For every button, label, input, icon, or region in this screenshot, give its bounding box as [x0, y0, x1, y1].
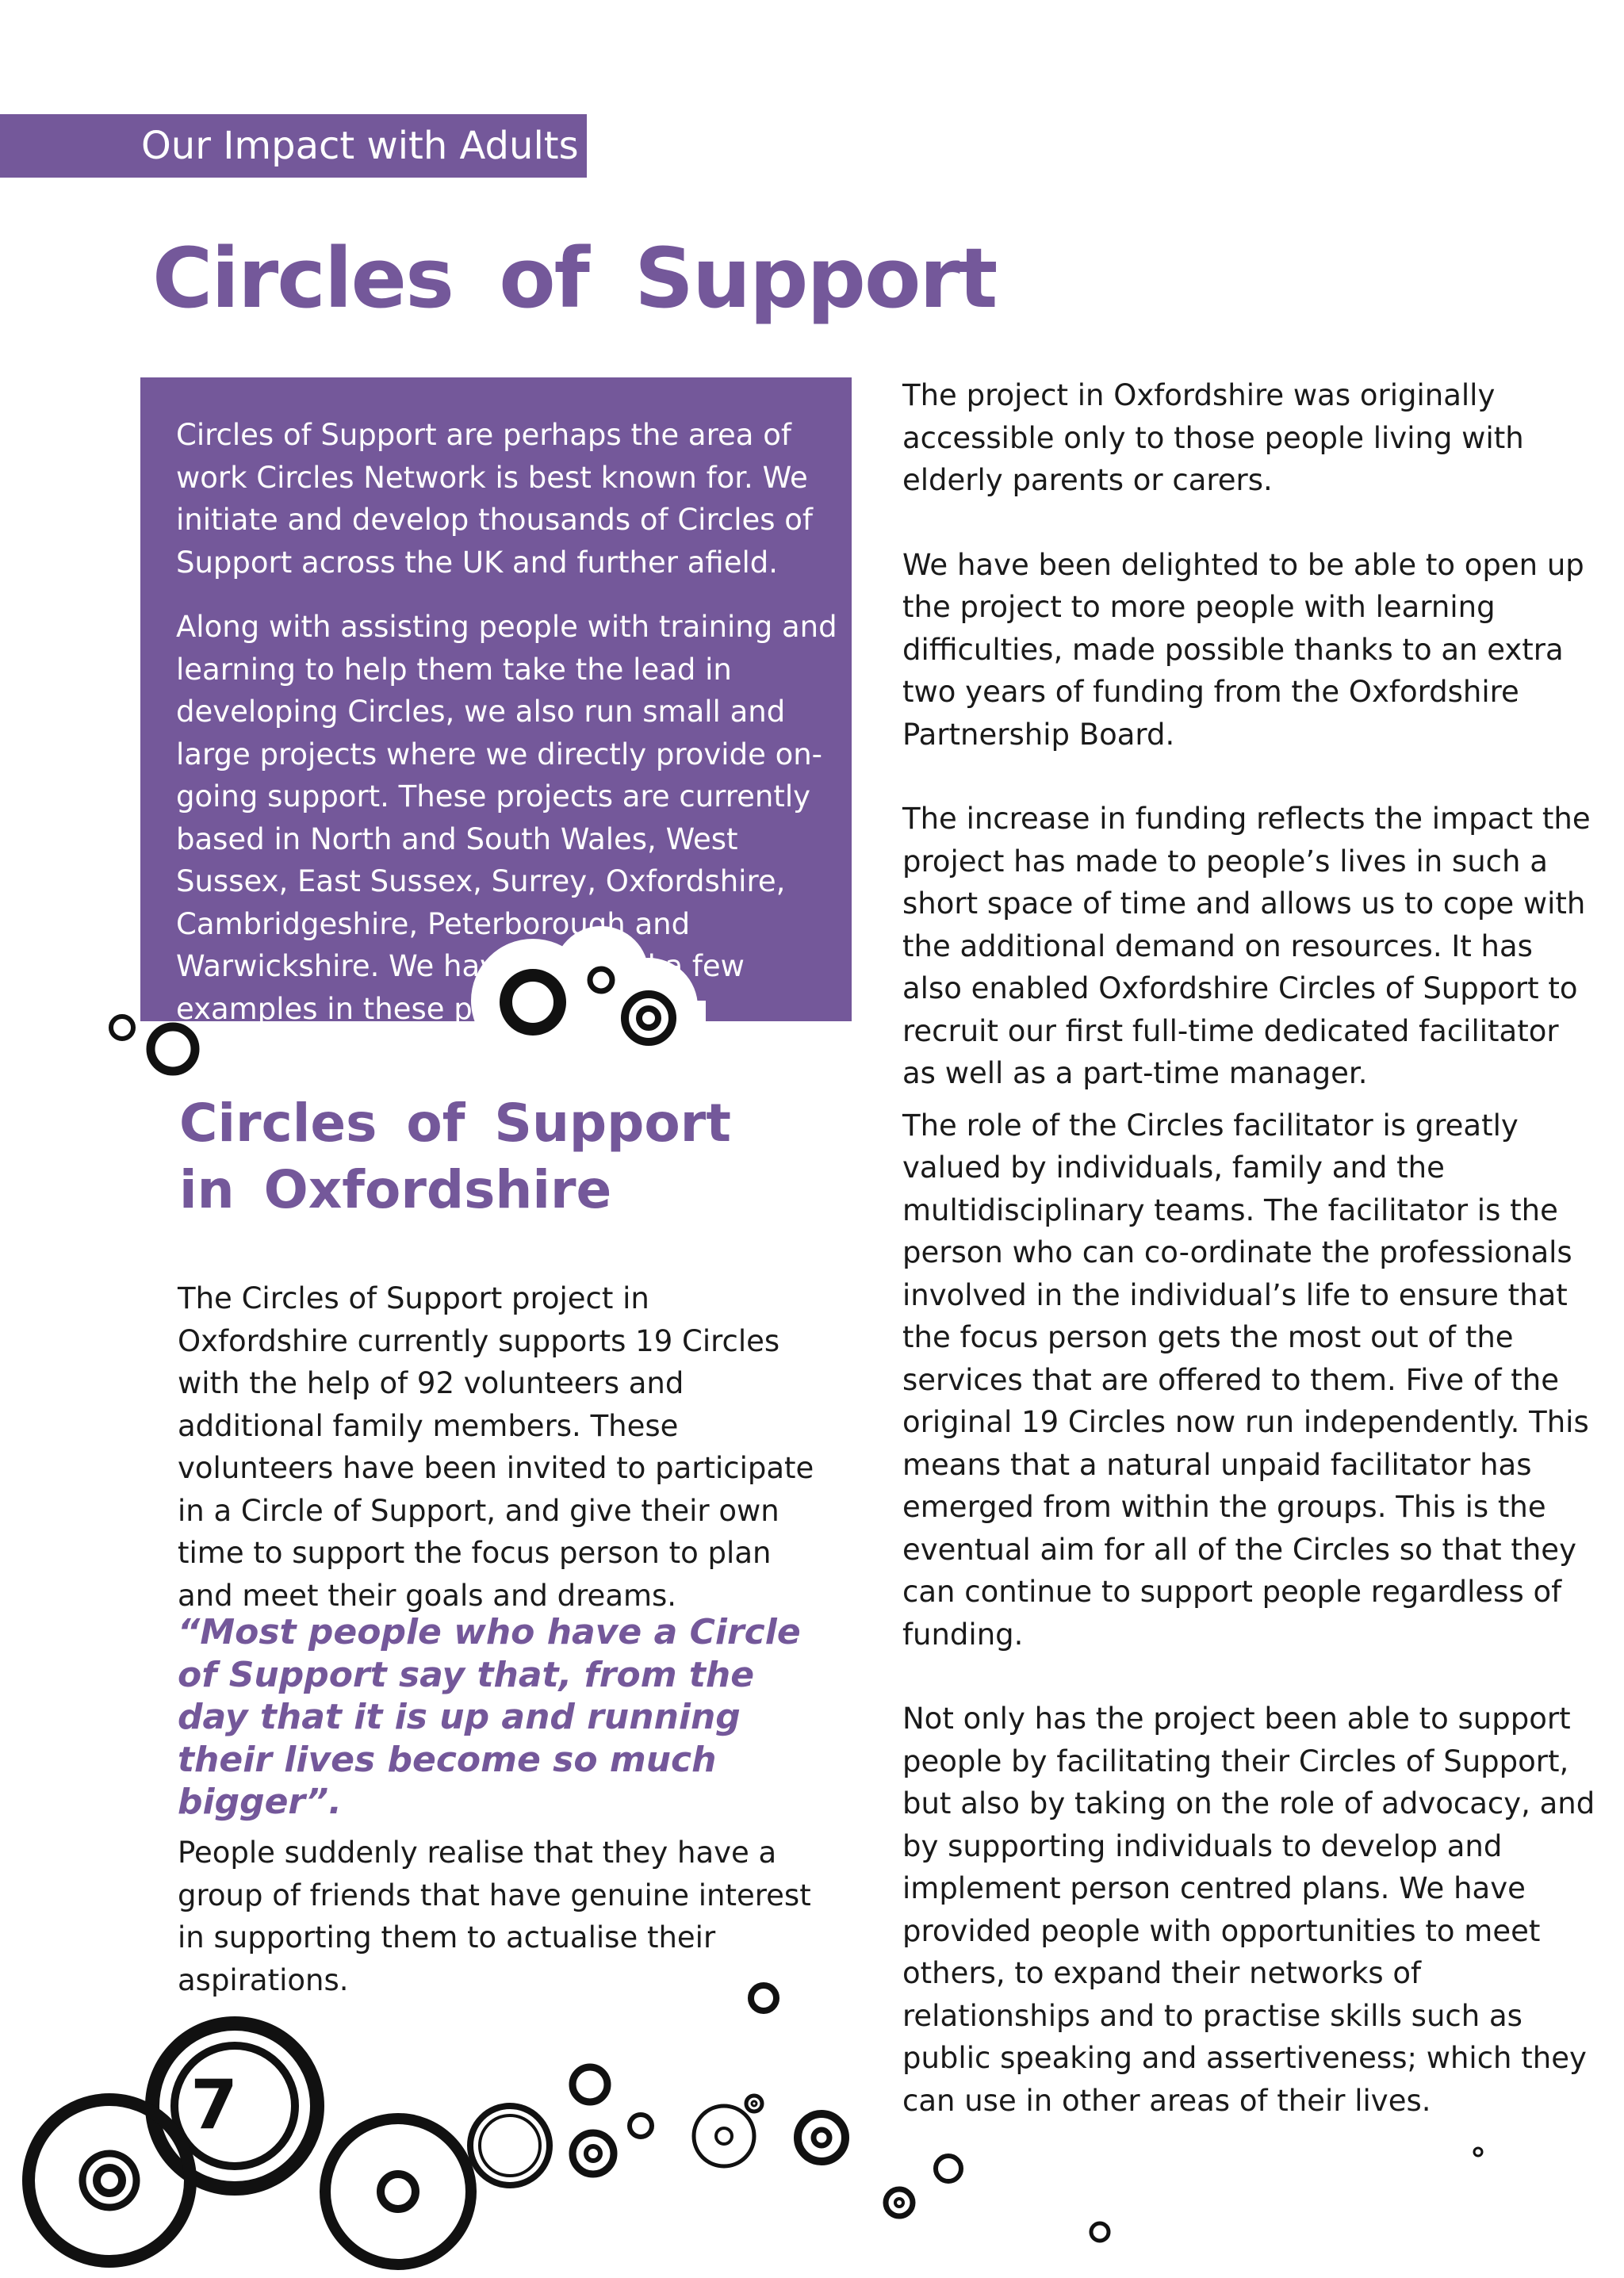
- ring-icon: [111, 1016, 133, 1039]
- ring-icon: [751, 1985, 776, 2011]
- ring-icon: [82, 2154, 136, 2207]
- ring-icon: [573, 2133, 614, 2174]
- ring-icon: [325, 2119, 471, 2265]
- subtitle-line: in Oxfordshire: [179, 1159, 612, 1220]
- ring-icon: [936, 2156, 961, 2181]
- body-paragraph: People suddenly realise that they have a group of friends that have genuine interest in supporting them to actualise their aspirations.: [178, 1836, 811, 1997]
- body-paragraph: The Circles of Support project in Oxfordshire currently supports 19 Circles with the help of 92 volunteers and additional family members. These volunteers have been invited to participate in a Circle of Support, and give their own time to support the focus person to plan and meet their goals and dreams.: [178, 1281, 814, 1613]
- ring-icon: [639, 1009, 658, 1028]
- intro-paragraph: Circles of Support are perhaps the area of work Circles Network is best known for. We initiate and develop thousands of Circles of Support across the UK and further afield.: [176, 418, 813, 580]
- ring-icon: [814, 2130, 829, 2146]
- ring-icon: [625, 994, 672, 1042]
- intro-paragraph: Along with assisting people with training and learning to help them take the lead in developing Circles, we also run small and large projects where we directly provide on-going support. These projects are currently based in North and South Wales, West Sussex, East Sussex, Surrey, Oxfordshire, Cambridgeshire, Peterborough and Warwickshire. We have captured a few examples in these pages.: [176, 610, 837, 1026]
- section-label: Our Impact with Adults: [141, 124, 579, 168]
- ring-icon: [470, 2106, 550, 2185]
- ring-icon: [716, 2128, 732, 2144]
- ring-icon: [29, 2100, 190, 2261]
- ring-icon: [746, 2096, 762, 2111]
- body-paragraph: The increase in funding reflects the impact the project has made to people’s lives in such a short space of time and allows us to cope with the additional demand on resources. It has also enabled Oxfordshire Circles of Support to recruit our first full-time dedicated facilitator as well as a part-time manager.: [902, 802, 1591, 1090]
- page-title: Circles of Support: [152, 230, 997, 327]
- body-paragraph: Not only has the project been able to support people by facilitating their Circles of Support, but also by taking on the role of advocacy, and by supporting individuals to develop and implement person centred plans. We have provided people with opportunities to meet others, to expand their networks of relationships and to practise skills such as public speaking and assertiveness; which they can use in other areas of their lives.: [902, 1702, 1595, 2118]
- ring-icon: [590, 969, 612, 991]
- ring-icon: [1091, 2223, 1109, 2241]
- ring-icon: [895, 2199, 903, 2207]
- ring-icon: [586, 2146, 600, 2161]
- ring-icon: [506, 975, 560, 1029]
- page-number: 7: [190, 2066, 238, 2145]
- body-paragraph: The project in Oxfordshire was originally accessible only to those people living with elderly parents or carers.: [902, 378, 1524, 497]
- body-paragraph: We have been delighted to be able to open up the project to more people with learning difficulties, made possible thanks to an extra two years of funding from the Oxfordshire Partnership Board.: [902, 547, 1584, 752]
- subtitle-line: Circles of Support: [179, 1093, 731, 1154]
- ring-icon: [798, 2114, 845, 2161]
- ring-icon: [480, 2115, 540, 2176]
- pull-quote: “Most people who have a Circle of Support say that, from the day that it is up and running their lives become so much bigger”.: [178, 1612, 801, 1822]
- ring-icon: [694, 2106, 754, 2166]
- ring-icon: [573, 2067, 607, 2102]
- ring-icon: [1474, 2148, 1482, 2156]
- ring-icon: [381, 2174, 416, 2209]
- ring-icon: [752, 2101, 756, 2106]
- body-paragraph: The role of the Circles facilitator is greatly valued by individuals, family and the multidisciplinary teams. The facilitator is the person who can co-ordinate the professionals involved in the individual’s life to ensure that the focus person gets the most out of the services that are offered to them. Five of the original 19 Circles now run independently. This means that a natural unpaid facilitator has emerged from within the groups. This is the eventual aim for all of the Circles so that they can continue to support people regardless of funding.: [902, 1108, 1589, 1652]
- ring-icon: [97, 2168, 122, 2193]
- ring-icon: [886, 2189, 913, 2216]
- ring-icon: [151, 1027, 195, 1071]
- ring-icon: [630, 2115, 652, 2137]
